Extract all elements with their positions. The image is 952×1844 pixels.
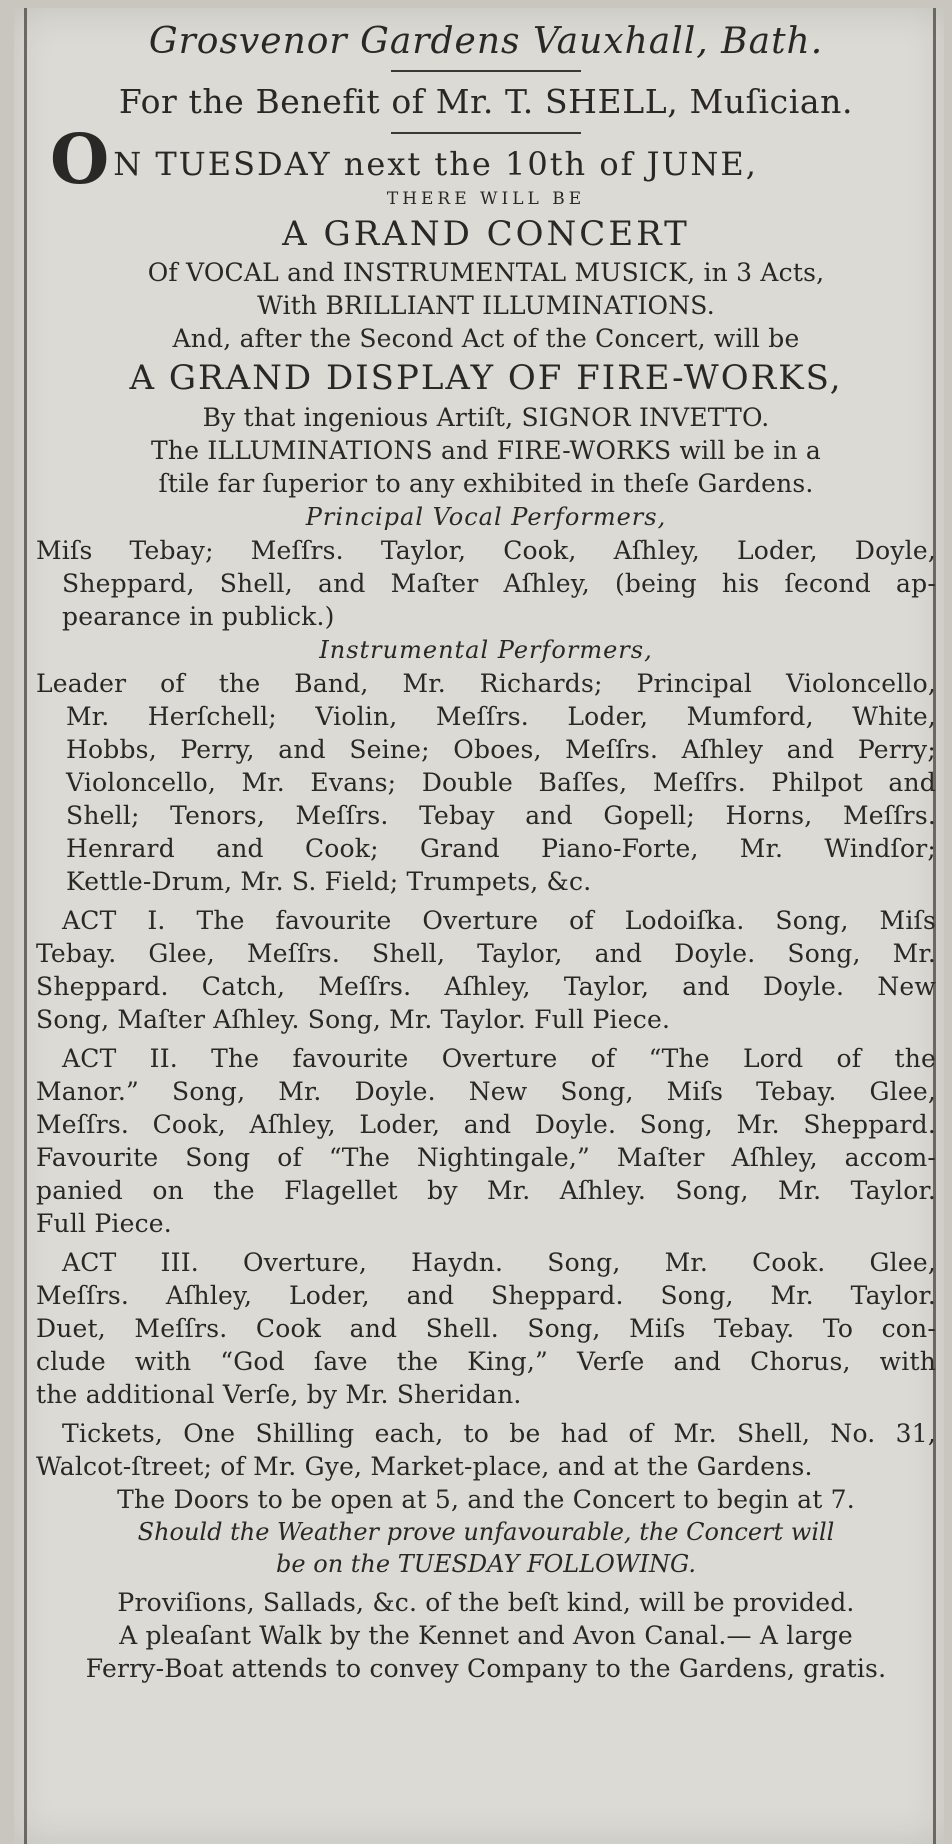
vocal-heading: Principal Vocal Performers,: [305, 503, 667, 531]
vocal-performers: [36, 534, 936, 633]
venue-title: Grosvenor Gardens Vauxhall, Bath.: [148, 21, 824, 62]
instrumental-heading: Instrumental Performers,: [319, 636, 653, 664]
date-text: N TUESDAY next the 10th of JUNE,: [113, 145, 758, 183]
illuminations-note-2: ſtile far ſuperior to any exhibited in theſe Gardens.: [158, 469, 814, 498]
vocal-line: Miſs Tebay; Meſſrs. Taylor, Cook, Aſhley, Loder, Doyle,: [36, 536, 936, 565]
instrumental-performers: [36, 667, 936, 898]
act-line: Song, Maſter Aſhley. Song, Mr. Taylor. Full Piece.: [36, 1005, 671, 1034]
act-line: Meſſrs. Cook, Aſhley, Loder, and Doyle. Song, Mr. Sheppard.: [36, 1110, 936, 1139]
second-act-line: And, after the Second Act of the Concert, will be: [172, 324, 800, 353]
act-line: Duet, Meſſrs. Cook and Shell. Song, Miſs Tebay. To con-: [36, 1314, 936, 1343]
weather-notice-2: be on the TUESDAY FOLLOWING.: [276, 1550, 696, 1578]
act-line: ACT III. Overture, Haydn. Song, Mr. Cook. Glee,: [62, 1248, 936, 1277]
drop-cap: O: [50, 120, 112, 200]
instrumental-line: Leader of the Band, Mr. Richards; Principal Violoncello,: [36, 669, 936, 698]
act-line: panied on the Flagellet by Mr. Aſhley. Song, Mr. Taylor.: [36, 1176, 936, 1205]
instrumental-line: Hobbs, Perry, and Seine; Oboes, Meſſrs. Aſhley and Perry;: [66, 735, 936, 764]
illuminations-line: With BRILLIANT ILLUMINATIONS.: [257, 291, 715, 320]
instrumental-line: Violoncello, Mr. Evans; Double Baſſes, Meſſrs. Philpot and: [66, 768, 936, 797]
advertisement-column: [36, 8, 936, 1685]
act-line: Meſſrs. Aſhley, Loder, and Sheppard. Song, Mr. Taylor.: [36, 1281, 936, 1310]
tickets-line: Tickets, One Shilling each, to be had of Mr. Shell, No. 31,: [62, 1419, 936, 1448]
instrumental-line: Kettle-Drum, Mr. S. Field; Trumpets, &c.: [66, 867, 592, 896]
act-line: clude with “God ſave the King,” Verſe and Chorus, with: [36, 1347, 936, 1376]
walk-notice-1: A pleaſant Walk by the Kennet and Avon Canal.— A large: [119, 1621, 853, 1650]
act-three: [36, 1246, 936, 1411]
grand-concert-heading: A GRAND CONCERT: [282, 214, 690, 254]
concert-description: Of VOCAL and INSTRUMENTAL MUSICK, in 3 Acts,: [147, 258, 825, 287]
vocal-line: Sheppard, Shell, and Maſter Aſhley, (being his ſecond ap-: [62, 569, 936, 598]
act-line: Favourite Song of “The Nightingale,” Maſter Aſhley, accom-: [36, 1143, 936, 1172]
act-line: Full Piece.: [36, 1209, 172, 1238]
provisions-notice: Proviſions, Sallads, &c. of the beſt kind, will be provided.: [117, 1588, 855, 1617]
doors-notice: The Doors to be open at 5, and the Concert to begin at 7.: [117, 1485, 855, 1514]
tickets-notice: [36, 1417, 936, 1483]
act-one: [36, 904, 936, 1036]
walk-notice-2: Ferry-Boat attends to convey Company to the Gardens, gratis.: [85, 1654, 887, 1683]
instrumental-line: Mr. Herſchell; Violin, Meſſrs. Loder, Mumford, White,: [66, 702, 936, 731]
illuminations-note-1: The ILLUMINATIONS and FIRE-WORKS will be in a: [151, 436, 821, 465]
fireworks-heading: A GRAND DISPLAY OF FIRE-WORKS,: [129, 358, 843, 398]
act-line: Sheppard. Catch, Meſſrs. Aſhley, Taylor, and Doyle. New: [36, 972, 936, 1001]
act-line: Tebay. Glee, Meſſrs. Shell, Taylor, and Doyle. Song, Mr.: [36, 939, 936, 968]
benefit-line: For the Benefit of Mr. T. SHELL, Muſician.: [118, 82, 854, 121]
act-line: the additional Verſe, by Mr. Sheridan.: [36, 1380, 522, 1409]
tickets-line: Walcot-ſtreet; of Mr. Gye, Market-place, and at the Gardens.: [36, 1452, 813, 1481]
act-two: [36, 1042, 936, 1240]
weather-notice-1: Should the Weather prove unfavourable, the Concert will: [137, 1518, 835, 1546]
artist-line: By that ingenious Artiſt, SIGNOR INVETTO.: [202, 403, 770, 432]
act-line: ACT I. The favourite Overture of Lodoiſka. Song, Miſs: [62, 906, 936, 935]
newspaper-sheet: [14, 8, 944, 1844]
instrumental-line: Henrard and Cook; Grand Piano-Forte, Mr. Windſor;: [66, 834, 936, 863]
act-line: ACT II. The favourite Overture of “The Lord of the: [62, 1044, 936, 1073]
act-line: Manor.” Song, Mr. Doyle. New Song, Miſs Tebay. Glee,: [36, 1077, 936, 1106]
there-will-be: THERE WILL BE: [386, 189, 586, 209]
column-rule-left: [24, 8, 27, 1844]
instrumental-line: Shell; Tenors, Meſſrs. Tebay and Gopell; Horns, Meſſrs.: [66, 801, 936, 830]
vocal-line: pearance in publick.): [62, 602, 335, 631]
